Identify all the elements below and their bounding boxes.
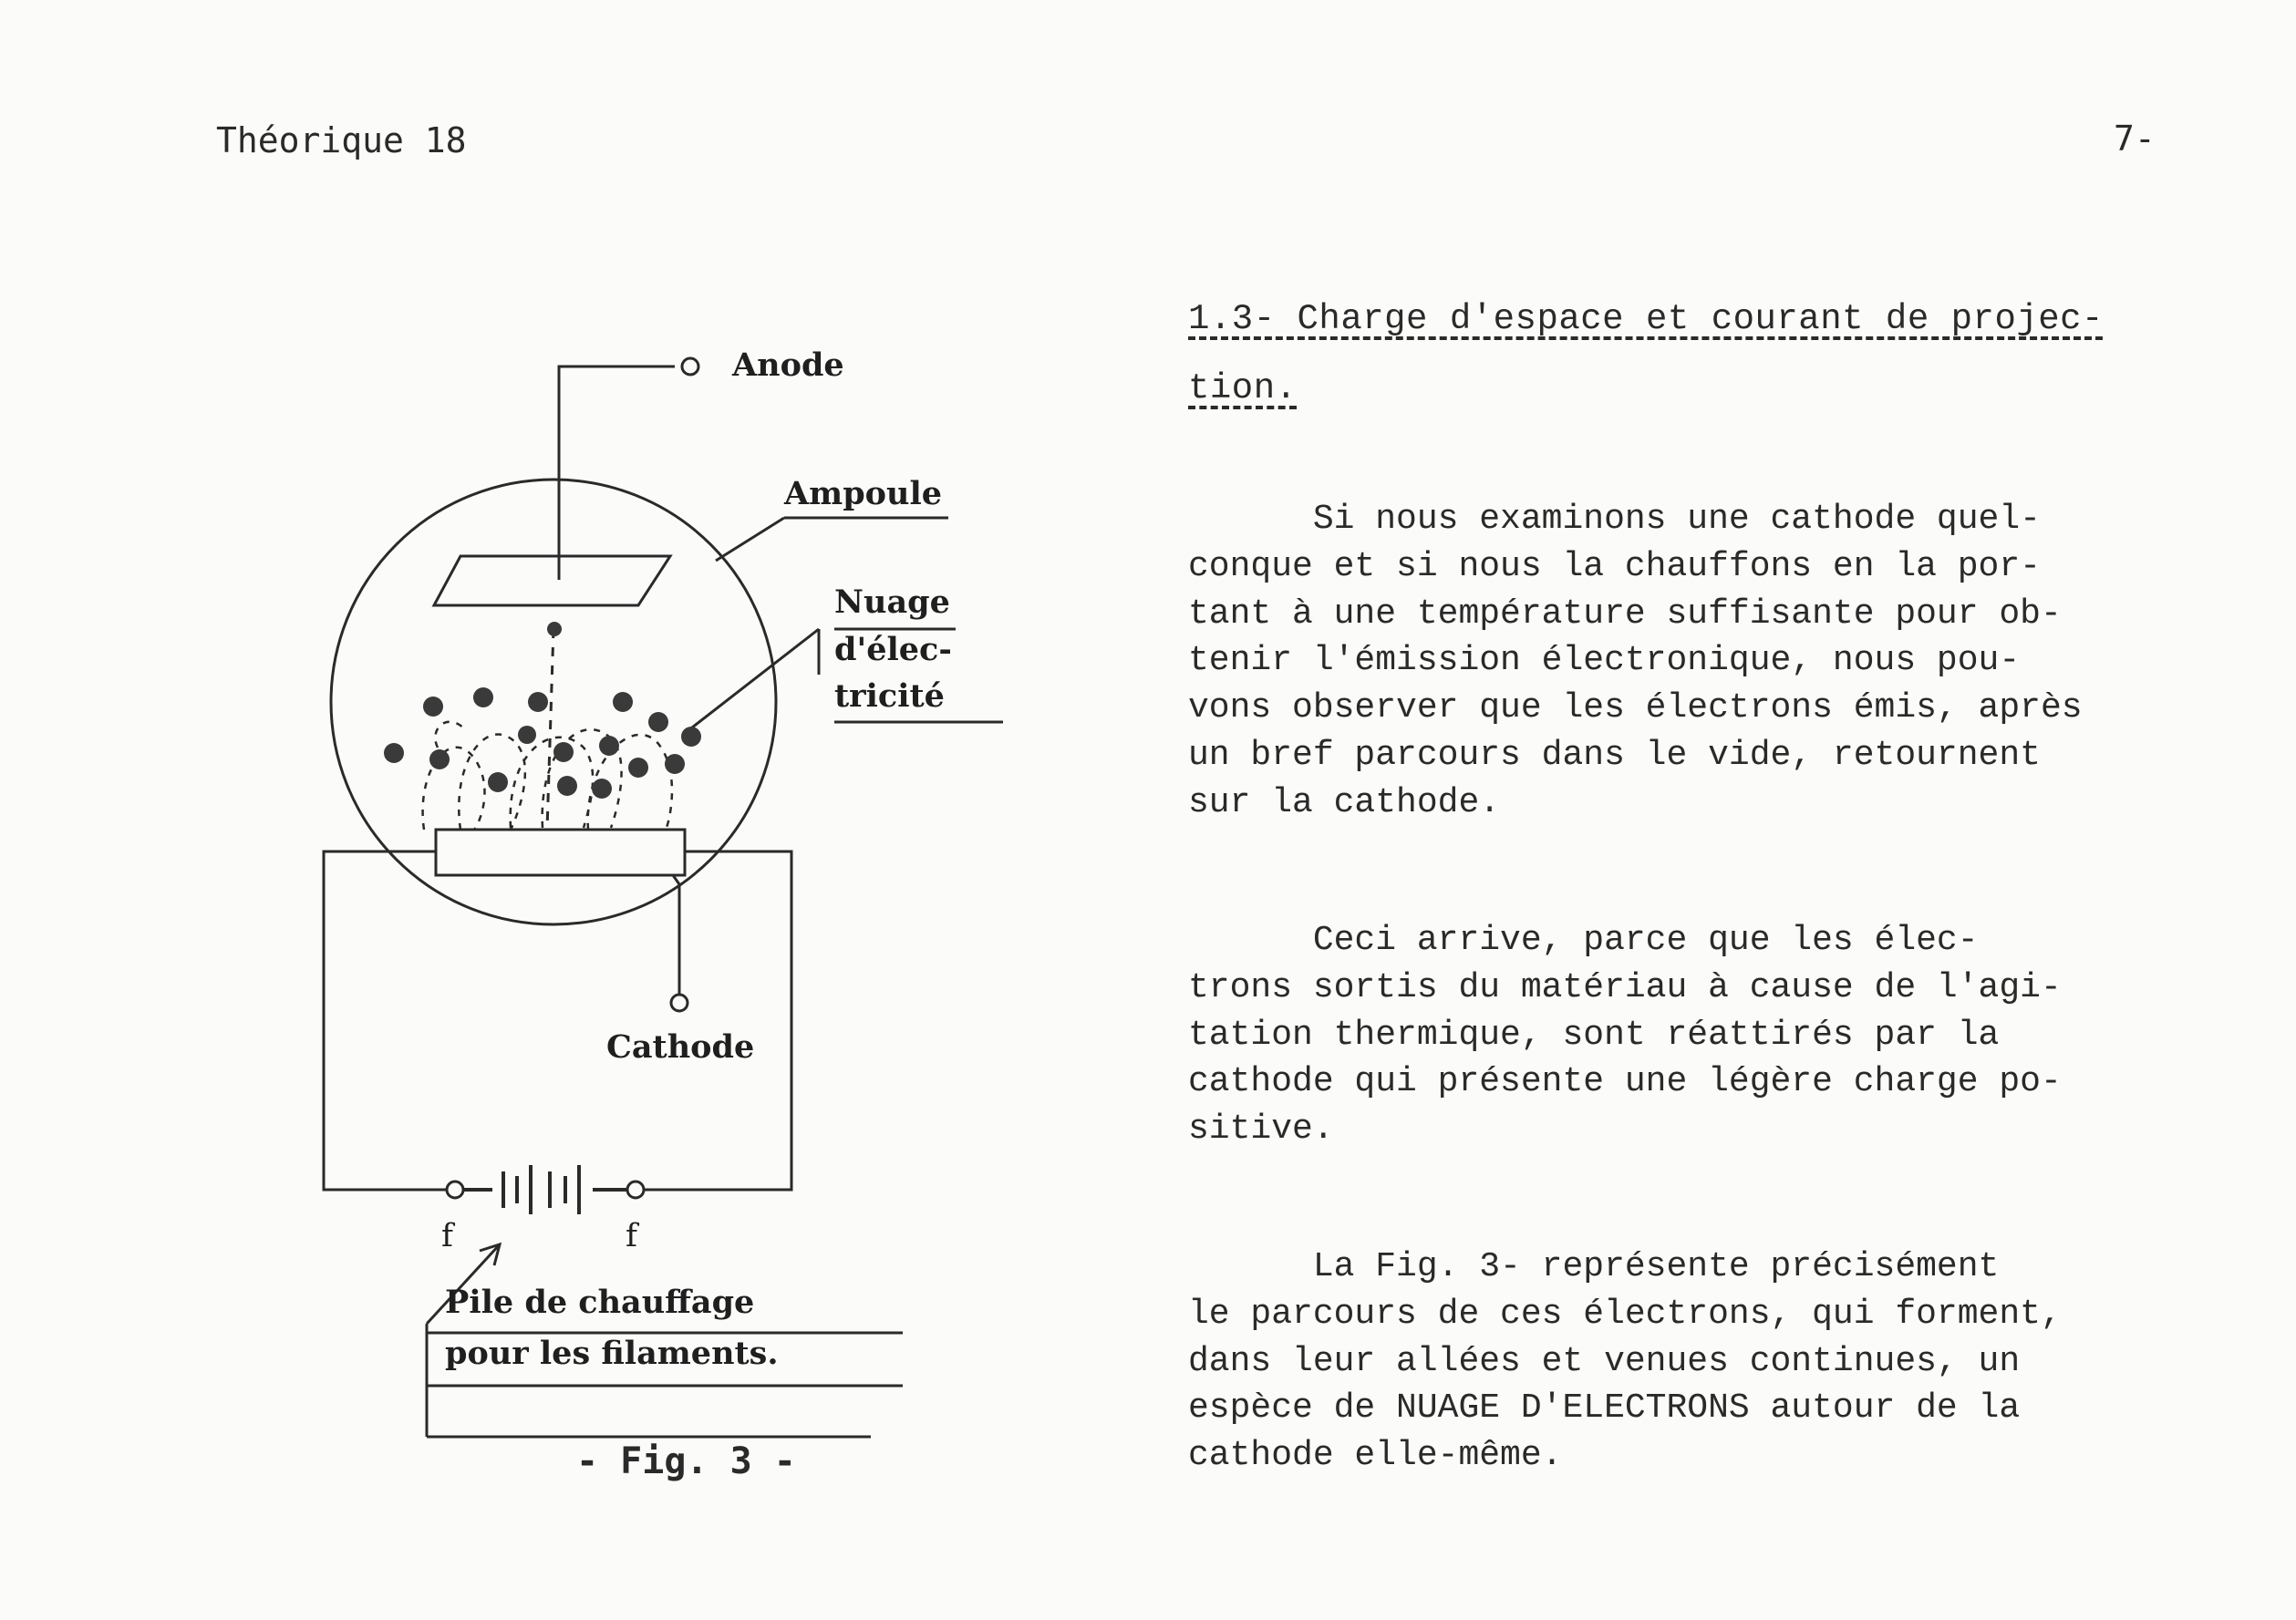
heater-wire-left [324, 851, 447, 1190]
section-title: 1.3- Charge d'espace et courant de projec- tion. [1188, 299, 2104, 408]
battery-symbol [463, 1165, 627, 1214]
bulb-outline [331, 480, 776, 924]
paragraph-3: La Fig. 3- représente précisément le parcours de ces électrons, qui forment, dans leur allées et venues continues, un espèce de NUAGE D'ELECTRONS autour de la cathode elle-même. [1188, 1247, 2062, 1476]
page-header-title: Théorique 18 [216, 120, 467, 160]
heater-wire-right [645, 851, 791, 1190]
cathode-wire [673, 875, 679, 994]
heater-terminal-right [627, 1181, 644, 1198]
label-nuage-line2: d'élec- [834, 631, 952, 668]
page-number: 7- [2114, 119, 2156, 159]
anode-wire [559, 366, 675, 580]
cathode-terminal [671, 995, 688, 1011]
ampoule-leader [716, 518, 784, 561]
label-ampoule: Ampoule [784, 475, 943, 512]
label-f-right: f [626, 1218, 637, 1254]
label-pile-line1: Pile de chauffage [445, 1284, 755, 1321]
anode-plate [434, 556, 670, 605]
cathode-element [436, 830, 685, 875]
electron-cloud [384, 622, 701, 799]
paragraph-2: Ceci arrive, parce que les élec- trons sortis du matériau à cause de l'agi- tation thermique, sont réattirés par la cathode qui présente une légère charge po- sitive. [1188, 921, 2062, 1150]
label-nuage-line3: tricité [834, 677, 945, 715]
label-pile-line2: pour les filaments. [445, 1335, 779, 1372]
label-anode: Anode [732, 346, 844, 384]
paragraph-1: Si nous examinons une cathode quel- conque et si nous la chauffons en la por- tant à une température suffisante pour ob- tenir l'émission électronique, nous pou- vons observer que les électrons émis, après un bref parcours dans le vide, retournent sur la cathode. [1188, 500, 2083, 822]
figure-caption: - Fig. 3 - [576, 1440, 796, 1482]
anode-terminal [682, 358, 698, 375]
heater-terminal-left [447, 1181, 463, 1198]
nuage-leader [684, 629, 819, 734]
label-f-left: f [441, 1218, 453, 1254]
text-column [1188, 284, 2218, 1476]
label-cathode: Cathode [606, 1028, 755, 1066]
label-nuage-line1: Nuage [834, 583, 950, 621]
